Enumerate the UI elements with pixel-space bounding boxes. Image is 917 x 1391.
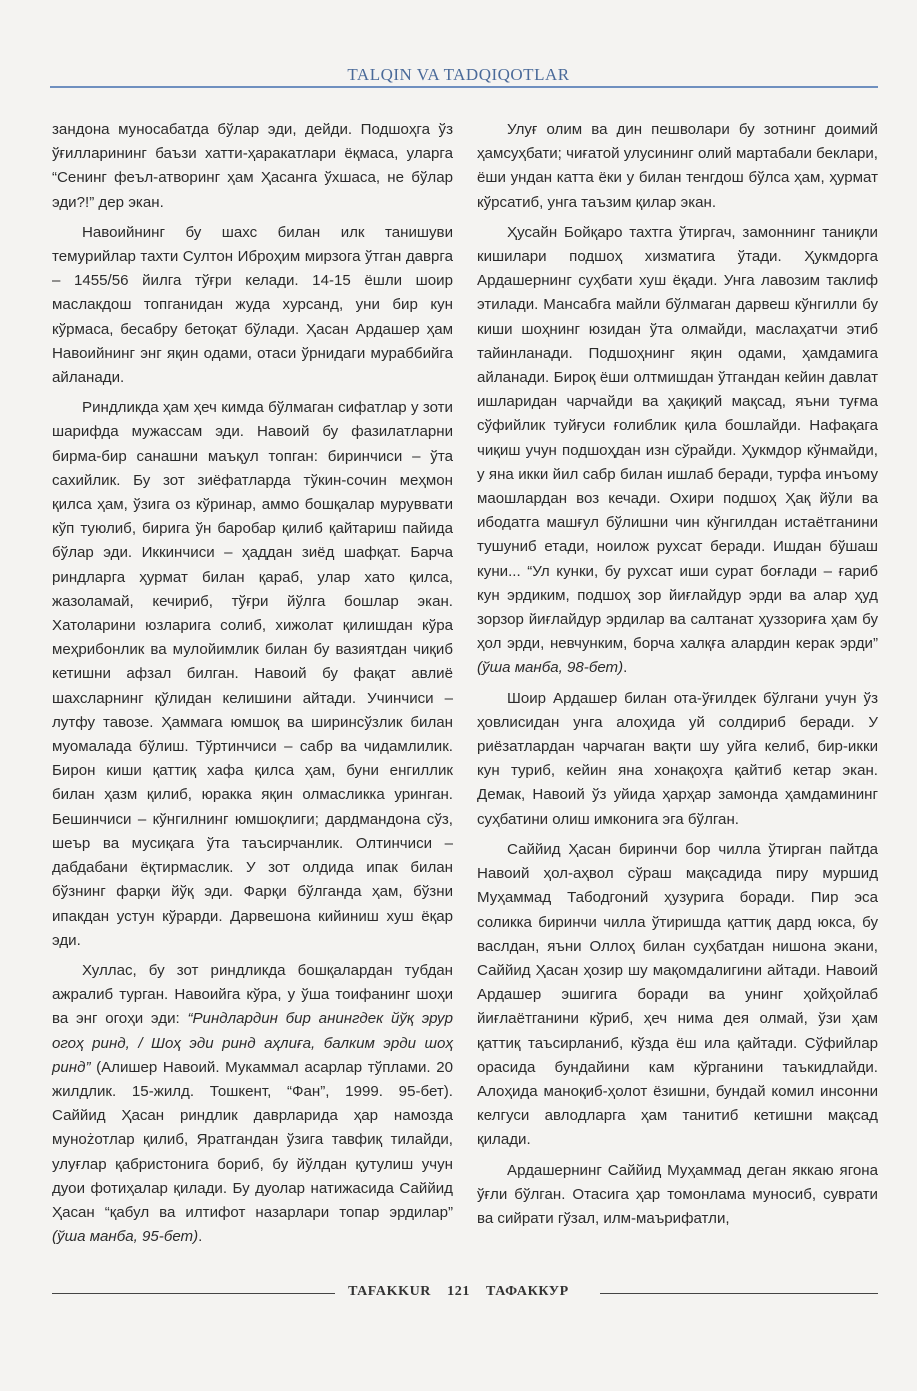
paragraph <box>477 221 878 681</box>
paragraph: Шоир Ардашер билан ота-ўғилдек бўлгани учун ўз ҳовлисидан унга алоҳида уй солдириб беради. У риёзатлардан чарчаган вақти шу уйга келиб, бир-икки кун туриб, кейин яна хонақоҳга қайтиб кетар экан. Демак, Навоий ўз уйида ҳарҳар замонда ҳамдамининг суҳбатини олиш имконига эга бўлган. <box>477 689 878 828</box>
footer-journal-latin: TAFAKKUR <box>348 1284 432 1299</box>
page-number: 121 <box>447 1284 470 1299</box>
paragraph: Саййид Ҳасан биринчи бор чилла ўтирган пайтда Навоий ҳол-аҳвол сўраш мақсадида пиру муршид Муҳаммад Табодгоний ҳузурига боради. Пир эса соликка биринчи чилла ўтиришда қаттиқ дард юкса, бу васлдан, яъни Оллоҳ билан суҳбатдан нишона экани, Саййид Ҳасан ҳозир шу мақомдалигини айтади. Навоий Ардашер эшигига боради ва унинг ҳойҳойлаб йиғлаётганини кўриб, ҳеч нима дея олмай, ўзи ҳам қаттиқ таъсирланиб, кўзда ёш ила қайтади. Сўфийлар орасида бундайини кам кўрганини таъкидлайди. Алоҳида маноқиб-ҳолот ёзишни, бундай комил инсонни келгуси авлодларга ҳам танитиб кетишни мақсад қилади. <box>477 840 878 1149</box>
paragraph <box>52 959 453 1249</box>
paragraph-end: . <box>623 659 628 677</box>
paragraph: зандона муносабатда бўлар эди, дейди. Подшоҳга ўз ўғилларининг баъзи хатти-ҳаракатлари ёқмаса, уларга “Сенинг феъл-атворинг ҳам Ҳасанга ўхшаса, не бўлар эди?!” дер экан. <box>52 121 453 211</box>
quote-italic: “Риндлардин бир анингдек йўқ эрур огоҳ ринд, / Шоҳ эди ринд аҳлиға, балким эрди шоҳ ринд” <box>52 1010 453 1076</box>
footer-text <box>0 1284 917 1300</box>
paragraph-text: Ҳусайн Бойқаро тахтга ўтиргач, замоннинг таниқли кишилари подшоҳ хизматига ўтади. Ҳукмдорга Ардашернинг суҳбати хуш ёқади. Унга лавозим таклиф этилади. Мансабга майли бўлмаган дарвеш кўнгилли бу киши шоҳнинг юзидан ўта олмайди, маслаҳатчи этиб тайинланади. Подшоҳнинг яқин одами, ҳамдамига айланади. Бироқ ёши олтмишдан ўтгандан кейин давлат ишларидан чарчайди ва ҳақиқий мақсад, яъни туғма сўфийлик туйғуси ғолиблик қила бошлайди. Нафақага чиқиш учун подшоҳдан изн сўрайди. Ҳукмдор кўнмайди, у яна икки йил сабр билан ишлаб беради, турфа инъому маошлардан воз кечади. Охири подшоҳ Ҳақ йўли ва ибодатга машғул бўлишни чин кўнгилдан истаётганини тушуниб етади, ноилож рухсат беради. Ишдан бўшаш куни... “Ул кунки, бу рухсат иши сурат боғлади – ғариб кун эрдиким, подшоҳ зор йиғлайдур эрди ва алар ҳуд зорзор йиғлайдур эрдилар ва салтанат ҳуззориға ҳам бу ҳол эрди, невчунким, борча халқға алардин керак эрди” <box>477 223 878 653</box>
citation-text: (Алишер Навоий. Мукаммал асарлар тўплами. 20 жилдлик. 15-жилд. Тошкент, “Фан”, 1999. 95-бет). Саййид Ҳасан риндлик даврларида ҳар намозда мунożотлар қилиб, Яратгандан ўзига тавфиқ тилайди, улуғлар қабристонига бориб, бу йўлдан қутулиш учун дуои фотиҳалар қилади. Бу дуолар натижасида Саййид Ҳасан “қабул ва илтифот назарлари топар эрдилар” <box>52 1058 453 1221</box>
paragraph: Риндликда ҳам ҳеч кимда бўлмаган сифатлар у зоти шарифда мужассам эди. Навоий бу фазилатларни бирма-бир санашни маъқул топган: биринчиси – ўта сахийлик. Бу зот зиёфатларда тўкин-сочин меҳмон қилса ҳам, ўзига оз кўринар, аммо бошқалар муруввати кўп туюлиб, бирига ўн баробар қилиб қайтариш пайида бўлар эди. Иккинчиси – ҳаддан зиёд шафқат. Барча риндларга ҳурмат билан қараб, улар хато қилса, жазоламай, кечириб, тўғри йўлга бошлар экан. Хатоларини юзларига солиб, хижолат қилишдан кўра меҳрибонлик ва мулойимлик билан бу вазиятдан чиқиб кетишни афзал билган. Навоий бу фақат авлиё шахсларнинг қўлидан келишини айтади. Учинчиси – лутфу тавозе. Ҳаммага юмшоқ ва ширинсўзлик билан муомалада бўлиш. Тўртинчиси – сабр ва чидамлилик. Бирон киши қаттиқ хафа қилса ҳам, буни енгиллик билан ҳазм қилиб, юракка яқин олмасликка уринган. Бешинчиси – кўнгилнинг юмшоқлиги; дардмандона сўз, шеър ва мусиқага ўта таъсирчанлик. Олтинчиси – дабдабани ёқтирмаслик. У зот олдида ипак билан бўзнинг фарқи йўқ эди. Фарқи бўлганда ҳам, бўзни ипакдан устун кўрарди. Дарвешона кийиниш хуш ёқар эди. <box>52 399 453 949</box>
header-rule <box>50 86 878 88</box>
paragraph: Ардашернинг Саййид Муҳаммад деган яккаю ягона ўғли бўлган. Отасига ҳар томонлама муносиб, суврати ва сийрати гўзал, илм-маърифатли, <box>477 1161 878 1227</box>
page-footer <box>0 1282 917 1304</box>
citation-italic: (ўша манба, 95-бет) <box>52 1228 199 1246</box>
paragraph-end: . <box>198 1228 203 1246</box>
running-header: TALQIN VA TADQIQOTLAR <box>347 65 570 84</box>
footer-journal-cyrillic: ТАФАККУР <box>486 1284 569 1299</box>
citation-italic: (ўша манба, 98-бет) <box>477 659 624 677</box>
paragraph: Улуғ олим ва дин пешволари бу зотнинг доимий ҳамсуҳбати; чиғатой улусининг олий мартабали беклари, ёши ундан катта ёки у билан тенгдош бўлса ҳам, ҳурмат кўрсатиб, унга таъзим қилар экан. <box>477 121 878 211</box>
left-column <box>52 118 453 1255</box>
right-column <box>477 118 878 1237</box>
paragraph: Навоийнинг бу шахс билан илк танишуви темурийлар тахти Султон Иброҳим мирзога ўтган даврга – 1455/56 йилга тўғри келади. 14-15 ёшли шоир маслакдош топганидан жуда хурсанд, уни бир кун кўрмаса, бесабру бетоқат бўлади. Ҳасан Ардашер ҳам Навоийнинг энг яқин одами, отаси ўрнидаги мураббийга айланади. <box>52 223 453 387</box>
paragraph-text: Хуллас, бу зот риндликда бошқалардан тубдан ажралиб турган. Навоийга кўра, у ўша тоифанинг шоҳи ва энг огоҳи эди: <box>52 961 453 1028</box>
